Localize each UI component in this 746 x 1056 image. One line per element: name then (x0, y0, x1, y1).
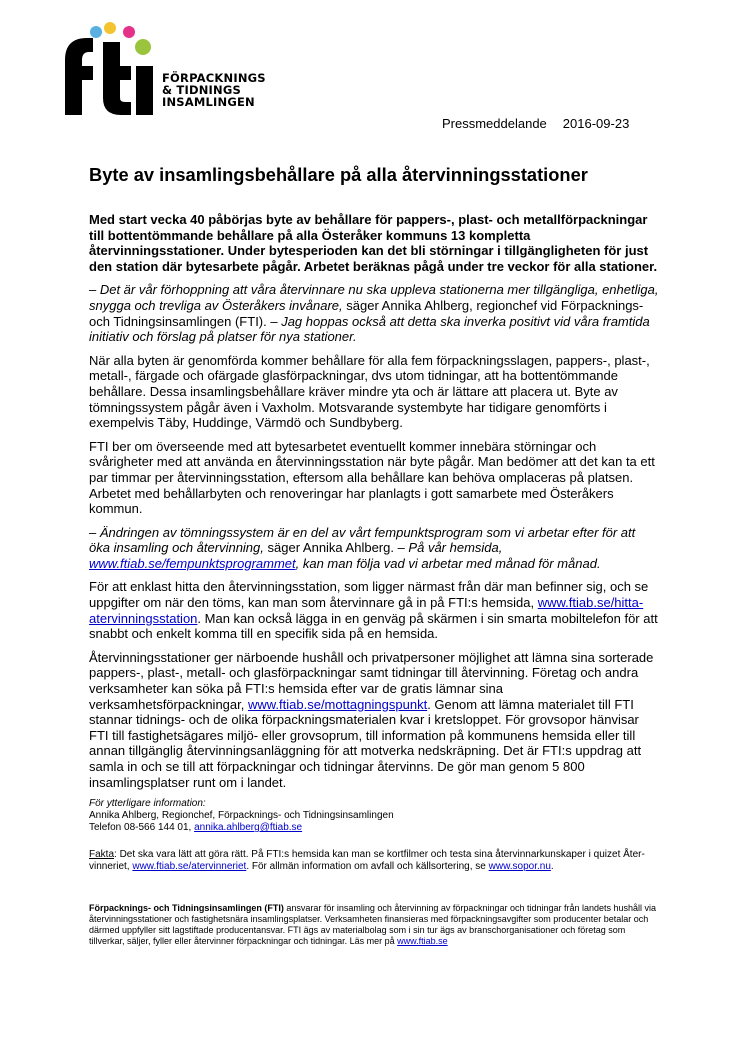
body-paragraph-2: När alla byten är genomförda kommer behållare för alla fem förpackningsslagen, pappers-, plast-, metall-, färgade och ofärgade glasförpackningar, dvs utom tidningar, att ha bottentömmande behållare. Dessa insamlingsbehållare kräver mindre yta och är lättare att placera ut. Byte av tömningssystem pågår även i Vaxholm. Motsvarande systembyte har tidigare genomförts i exempelvis Täby, Huddinge, Värmdö och Sundbyberg. (89, 352, 650, 431)
body-paragraph-4 (89, 579, 659, 641)
para5-text1: Återvinningsstationer ger närboende hushåll och privatpersoner möjlighet att lämna sina sorterade pappers-, plast-, metall- och glasförpackningar samt tidningar till återvinning. Företag och andra verksamheter kan söka på FTI:s hemsida efter var de gratis lämnar sina verksamhetsförpackningar, (89, 649, 654, 712)
link-mottagningspunkt[interactable]: www.ftiab.se/mottagningspunkt (247, 696, 428, 712)
para4-text1: För att enklast hitta den återvinningsstation, som ligger närmast från där man befinner sig, och se uppgifter om när den töms, kan man som återvinnare gå in på FTI:s hemsida, (89, 579, 649, 611)
logo-line-1: FÖRPACKNINGS (162, 71, 266, 85)
article-body (89, 212, 659, 947)
fakta-text2: . För allmän information om avfall och källsortering, se (246, 861, 489, 873)
quote2-normal: säger Annika Ahlberg. (263, 540, 398, 556)
logo-dot-4 (135, 39, 151, 55)
about-org-name: Förpacknings- och Tidningsinsamlingen (FTI) (89, 903, 284, 914)
contact-email-link[interactable]: annika.ahlberg@ftiab.se (194, 822, 303, 834)
logo-dot-3 (123, 26, 135, 38)
logo-wordmark (162, 72, 266, 108)
logo-dot-2 (104, 22, 116, 34)
about-block (89, 903, 659, 947)
logo-line-2: & TIDNINGS (162, 83, 241, 97)
link-ftiab[interactable]: www.ftiab.se (397, 936, 448, 947)
quote1-italic: – Det är vår förhoppning att våra återvinnare nu ska uppleva stationerna mer tillgängliga, enhetliga, snygga och trevliga av Österåkers invånare, (89, 282, 659, 313)
about-text: ansvarar för insamling och återvinning av förpackningar och tidningar från landets hushåll via återvinningsstationer och fastighetsnära insamlingsplatser. Verksamheten finansieras med förpackningsavgifter som producenter betalar och därmed uppfyller sitt lagstiftade producentansvar. FTI ägs av materialbolag som i sin tur ägs av branschorganisationer och företag som tillverkar, säljer, fyller eller återvinner förpackningar och tidningar. Läs mer på (89, 903, 657, 947)
contact-phone: Telefon 08-566 144 01, (89, 822, 195, 834)
doc-date: 2016-09-23 (562, 116, 630, 131)
contact-block (89, 798, 659, 834)
doc-type: Pressmeddelande (442, 116, 547, 131)
para5-text2: . Genom att lämna materialet till FTI stannar tidnings- och de olika förpackningsmaterialen kvar i kretsloppet. För grovsopor hänvisar FTI till fastighetsägares miljö- eller grovsoprum, till information på kommunens hemsida eller till annan tillgänglig återvinningsanläggning för att motverka nedskräpning. Det är FTI:s uppdrag att samla in och se till att förpackningar och tidningar återvinns. De gör man genom 5 800 insamlingsplatser runt om i landet. (89, 696, 642, 790)
page-title: Byte av insamlingsbehållare på alla återvinningsstationer (89, 164, 588, 185)
fakta-block (89, 849, 659, 873)
link-sopor[interactable]: www.sopor.nu (488, 861, 551, 873)
quote2-italic2: – På vår hemsida, (397, 540, 503, 556)
quote2-italic: – Ändringen av tömningssystem är en del av vårt fempunktsprogram som vi arbetar efter för att öka insamling och återvinning, (89, 524, 636, 556)
logo-dots (90, 22, 151, 55)
para4-text2: . Man kan också lägga in en genväg på skärmen i sin smarta mobiltelefon för att snabbt och enkelt komma till en specifik sida på en hemsida. (89, 610, 658, 642)
fakta-text3: . (550, 861, 554, 873)
fakta-label: Fakta (89, 849, 115, 861)
press-header (442, 116, 629, 131)
quote-paragraph-2 (89, 525, 659, 572)
quote2-italic3: , kan man följa vad vi arbetar med månad för månad. (295, 555, 601, 571)
link-atervinneriet[interactable]: www.ftiab.se/atervinneriet (132, 861, 247, 873)
quote1-normal: säger Annika Ahlberg, regionchef vid Förpacknings- och Tidningsinsamlingen (FTI). (89, 297, 644, 329)
link-hitta-atervinningsstation[interactable]: www.ftiab.se/hitta-atervinningsstation (89, 595, 644, 626)
link-fempunktsprogrammet[interactable]: www.ftiab.se/fempunktsprogrammet (89, 555, 296, 571)
body-paragraph-5 (89, 650, 659, 790)
logo-line-3: INSAMLINGEN (162, 95, 255, 109)
body-paragraph-3: FTI ber om överseende med att bytesarbetet eventuellt kommer innebära störningar och svårigheter med att använda en återvinningsstation när byte pågår. Man bedömer att det kan ta ett par timmar per återvinningsstation, eftersom alla behållare kan behöva omplaceras på platsen. Arbetet med behållarbyten och renoveringar har planlagts i gott samarbete med Österåkers kommun. (89, 438, 655, 517)
fakta-text1: : Det ska vara lätt att göra rätt. På FTI:s hemsida kan man se kortfilmer och testa sina återvinnarkunskaper i quizet Åter-vinneriet, (89, 849, 645, 873)
contact-name: Annika Ahlberg, Regionchef, Förpacknings- och Tidningsinsamlingen (89, 810, 394, 822)
logo-dot-1 (90, 26, 102, 38)
lead-paragraph: Med start vecka 40 påbörjas byte av behållare för pappers-, plast- och metallförpackningar till bottentömmande behållare på alla Österåker kommuns 13 kompletta återvinningsstationer. Under bytesperioden kan det bli störningar i tillgängligheten för just den station där bytesarbete pågår. Arbetet beräknas pågå under tre veckor för alla stationer. (89, 212, 658, 274)
quote-paragraph-1 (89, 282, 659, 344)
contact-heading: För ytterligare information: (89, 798, 206, 810)
quote1-italic2: – Jag hoppas också att detta ska inverka positivt vid våra framtida initiativ och förslag på platser för nya stationer. (89, 313, 650, 345)
